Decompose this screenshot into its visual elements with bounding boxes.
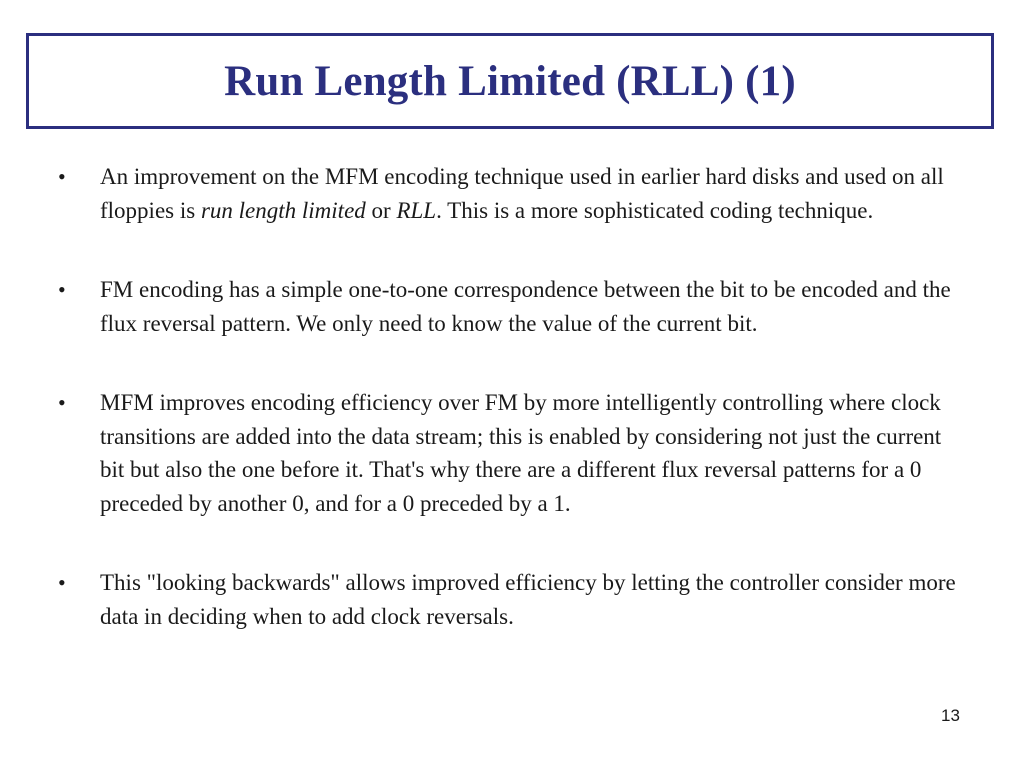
bullet-marker: • <box>58 164 66 189</box>
bullet-marker: • <box>58 570 66 595</box>
bullet-item <box>58 566 970 633</box>
bullet-emphasis: RLL <box>396 197 437 223</box>
bullet-marker: • <box>58 277 66 302</box>
title-frame <box>26 33 994 129</box>
bullet-text <box>100 160 970 227</box>
page-number: 13 <box>941 706 960 725</box>
bullet-text-part: An improvement on the MFM encoding technique used in earlier hard disks and used on all floppies is <box>100 164 944 223</box>
bullet-item <box>58 160 970 227</box>
bullet-text: This "looking backwards" allows improved efficiency by letting the controller consider more data in deciding when to add clock reversals. <box>100 570 956 629</box>
bullet-list <box>58 160 970 679</box>
slide-title: Run Length Limited (RLL) (1) <box>224 57 796 105</box>
bullet-text-part: . This is a more sophisticated coding technique. <box>436 197 874 223</box>
bullet-item <box>58 273 970 340</box>
bullet-text: FM encoding has a simple one-to-one correspondence between the bit to be encoded and the flux reversal pattern. We only need to know the value of the current bit. <box>100 277 951 336</box>
bullet-emphasis: run length limited <box>200 197 366 223</box>
bullet-text: MFM improves encoding efficiency over FM by more intelligently controlling where clock transitions are added into the data stream; this is enabled by considering not just the current bit but also the one before it. That's why there are a different flux reversal patterns for a 0 preceded by another 0, and for a 0 preceded by a 1. <box>100 390 942 516</box>
bullet-text-part: or <box>365 197 397 223</box>
bullet-marker: • <box>58 390 66 415</box>
bullet-item <box>58 386 970 520</box>
